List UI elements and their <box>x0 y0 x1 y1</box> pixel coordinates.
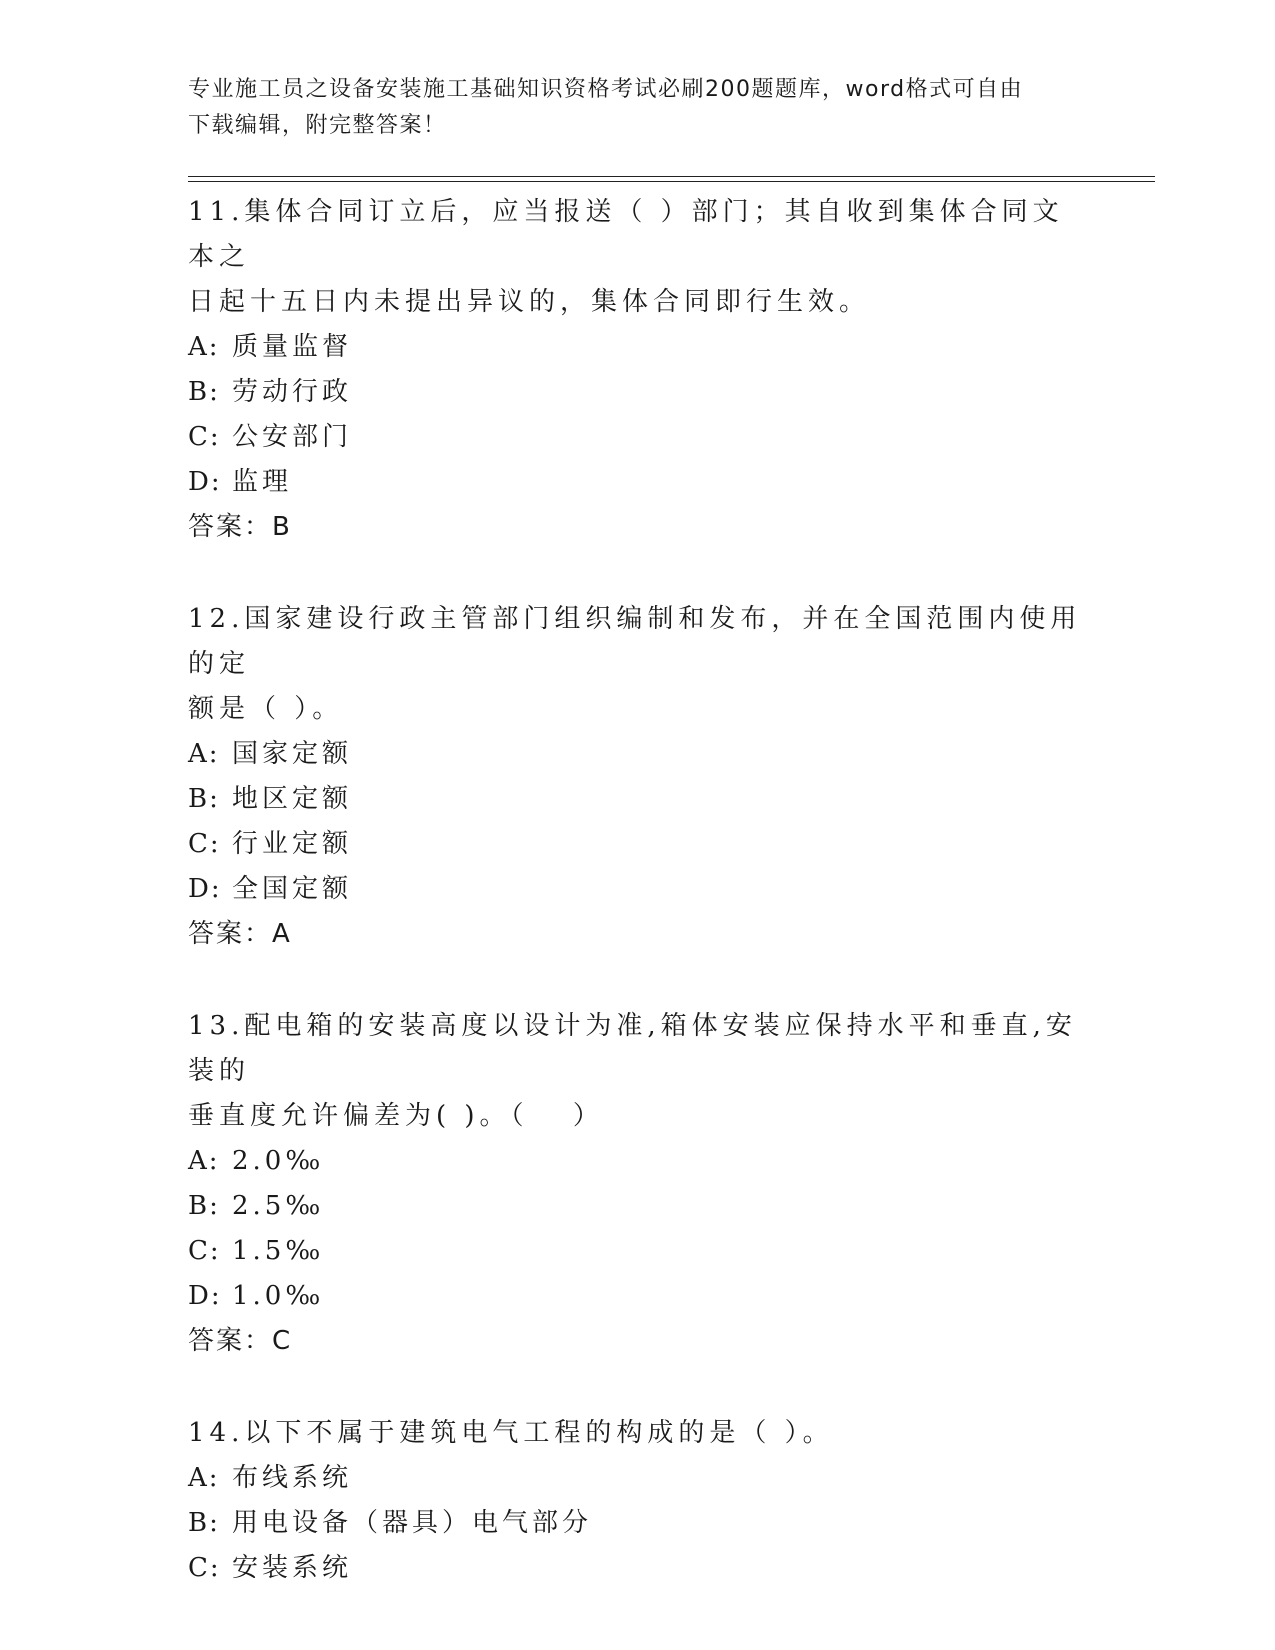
option-text: 国家定额 <box>232 739 353 769</box>
option-letter: C: <box>188 829 221 859</box>
question-text-line: 12.国家建设行政主管部门组织编制和发布，并在全国范围内使用的定 <box>188 604 1082 679</box>
option-d <box>188 867 1088 912</box>
option-text: 用电设备（器具）电气部分 <box>232 1508 593 1538</box>
question-list <box>188 190 1088 1638</box>
option-b <box>188 1501 1088 1546</box>
option-letter: D: <box>188 467 222 497</box>
option-b <box>188 777 1088 822</box>
option-text: 2.5‰ <box>232 1191 325 1221</box>
question-text <box>188 1004 1088 1139</box>
option-a <box>188 325 1088 370</box>
question-text-line: 额是（ ）。 <box>188 694 344 724</box>
option-letter: C: <box>188 1236 221 1266</box>
question-13 <box>188 1004 1088 1364</box>
option-letter: C: <box>188 422 221 452</box>
option-a <box>188 1456 1088 1501</box>
question-text-line: 14.以下不属于建筑电气工程的构成的是（ ）。 <box>188 1418 834 1448</box>
option-letter: B: <box>188 377 220 407</box>
question-text-line: 垂直度允许偏差为( )。（ ） <box>188 1101 604 1131</box>
option-text: 质量监督 <box>232 332 353 362</box>
header-divider-bottom <box>188 181 1155 182</box>
option-letter: C: <box>188 1553 221 1583</box>
option-text: 地区定额 <box>232 784 353 814</box>
option-letter: A: <box>188 1146 220 1176</box>
header-divider-top <box>188 176 1155 177</box>
option-d <box>188 460 1088 505</box>
answer-line: 答案：B <box>188 512 292 542</box>
option-a <box>188 732 1088 777</box>
option-text: 行业定额 <box>232 829 353 859</box>
question-text <box>188 190 1088 325</box>
option-c <box>188 415 1088 460</box>
option-letter: B: <box>188 784 220 814</box>
option-letter: A: <box>188 332 220 362</box>
option-text: 公安部门 <box>232 422 353 452</box>
option-letter: D: <box>188 874 222 904</box>
question-14 <box>188 1411 1088 1591</box>
answer-line: 答案：C <box>188 1326 293 1356</box>
option-text: 全国定额 <box>232 874 353 904</box>
option-text: 1.0‰ <box>232 1281 325 1311</box>
question-text-line: 13.配电箱的安装高度以设计为准,箱体安装应保持水平和垂直,安装的 <box>188 1011 1077 1086</box>
question-text-line: 11.集体合同订立后，应当报送（ ）部门；其自收到集体合同文本之 <box>188 197 1064 272</box>
option-text: 劳动行政 <box>232 377 353 407</box>
option-c <box>188 1229 1088 1274</box>
option-letter: B: <box>188 1508 220 1538</box>
option-text: 2.0‰ <box>232 1146 325 1176</box>
answer-line: 答案：A <box>188 919 292 949</box>
question-text-line: 日起十五日内未提出异议的，集体合同即行生效。 <box>188 287 871 317</box>
option-text: 1.5‰ <box>232 1236 325 1266</box>
header-line-1: 专业施工员之设备安装施工基础知识资格考试必刷200题题库，word格式可自由 <box>188 77 1024 102</box>
option-letter: A: <box>188 1463 220 1493</box>
option-text: 布线系统 <box>232 1463 353 1493</box>
option-text: 安装系统 <box>232 1553 353 1583</box>
option-letter: A: <box>188 739 220 769</box>
option-b <box>188 1184 1088 1229</box>
option-letter: B: <box>188 1191 220 1221</box>
option-b <box>188 370 1088 415</box>
option-d <box>188 1274 1088 1319</box>
question-text <box>188 597 1088 732</box>
option-letter: D: <box>188 1281 222 1311</box>
option-c <box>188 1546 1088 1591</box>
document-header <box>188 72 1068 144</box>
option-c <box>188 822 1088 867</box>
question-11 <box>188 190 1088 550</box>
question-12 <box>188 597 1088 957</box>
option-a <box>188 1139 1088 1184</box>
option-text: 监理 <box>232 467 293 497</box>
header-line-2: 下载编辑，附完整答案！ <box>188 113 447 138</box>
question-text <box>188 1411 1088 1456</box>
